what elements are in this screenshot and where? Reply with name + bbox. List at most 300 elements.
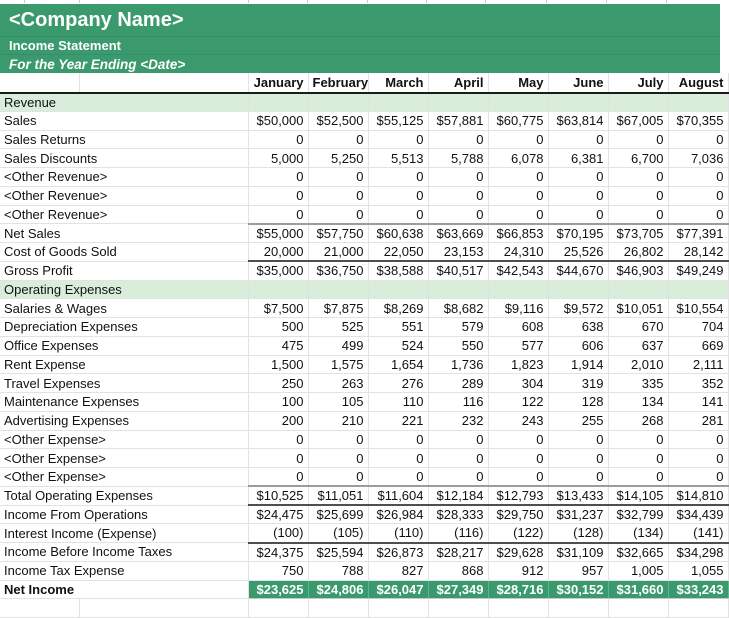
cell[interactable]: 0 <box>548 449 608 468</box>
cell[interactable]: 21,000 <box>308 243 368 262</box>
cell[interactable]: 0 <box>428 430 488 449</box>
cell[interactable]: 0 <box>608 430 668 449</box>
cell[interactable]: 0 <box>488 130 548 149</box>
row-label[interactable]: <Other Expense> <box>0 430 248 449</box>
row-label[interactable]: <Other Revenue> <box>0 186 248 205</box>
empty-cell[interactable] <box>608 599 668 618</box>
cell[interactable]: 335 <box>608 374 668 393</box>
empty-cell[interactable] <box>428 599 488 618</box>
cell[interactable] <box>488 93 548 112</box>
cell[interactable] <box>428 93 488 112</box>
cell[interactable]: 26,802 <box>608 243 668 262</box>
cell[interactable]: $11,051 <box>308 486 368 505</box>
cell[interactable]: $24,806 <box>308 580 368 599</box>
cell[interactable]: 0 <box>548 186 608 205</box>
row-label[interactable]: Interest Income (Expense) <box>0 524 248 543</box>
empty-header-cell[interactable] <box>79 73 248 93</box>
cell[interactable]: 304 <box>488 374 548 393</box>
cell[interactable] <box>308 93 368 112</box>
row-label[interactable]: Total Operating Expenses <box>0 486 248 505</box>
cell[interactable]: 0 <box>488 186 548 205</box>
empty-cell[interactable] <box>248 599 308 618</box>
cell[interactable]: 0 <box>368 430 428 449</box>
cell[interactable]: $70,355 <box>668 111 728 130</box>
cell[interactable]: 1,005 <box>608 561 668 580</box>
cell[interactable]: 0 <box>668 449 728 468</box>
cell[interactable]: $26,984 <box>368 505 428 524</box>
table-row <box>0 580 728 599</box>
table-row <box>0 299 728 318</box>
cell[interactable]: $60,775 <box>488 111 548 130</box>
cell[interactable]: 0 <box>608 449 668 468</box>
cell[interactable]: 0 <box>548 130 608 149</box>
month-header-row <box>0 73 728 93</box>
empty-cell[interactable] <box>79 599 248 618</box>
cell[interactable]: 289 <box>428 374 488 393</box>
table-row <box>0 336 728 355</box>
cell[interactable]: 499 <box>308 336 368 355</box>
cell[interactable]: 0 <box>428 168 488 187</box>
cell[interactable]: 1,500 <box>248 355 308 374</box>
cell[interactable]: $28,217 <box>428 543 488 562</box>
table-row <box>0 280 728 299</box>
cell[interactable]: $32,799 <box>608 505 668 524</box>
cell[interactable] <box>608 280 668 299</box>
empty-cell[interactable] <box>548 599 608 618</box>
column-gridline-tick <box>606 0 607 3</box>
cell[interactable]: 0 <box>368 186 428 205</box>
row-label[interactable]: Income From Operations <box>0 505 248 524</box>
cell[interactable]: 0 <box>608 468 668 487</box>
row-label[interactable]: <Other Expense> <box>0 468 248 487</box>
table-row <box>0 355 728 374</box>
cell[interactable]: 0 <box>368 130 428 149</box>
cell[interactable]: $11,604 <box>368 486 428 505</box>
cell[interactable]: $31,237 <box>548 505 608 524</box>
table-row <box>0 543 728 562</box>
row-label[interactable]: Maintenance Expenses <box>0 393 248 412</box>
cell[interactable] <box>368 93 428 112</box>
cell[interactable] <box>548 93 608 112</box>
cell[interactable]: 0 <box>368 168 428 187</box>
cell[interactable]: 0 <box>428 468 488 487</box>
cell[interactable]: 276 <box>368 374 428 393</box>
table-row <box>0 130 728 149</box>
cell[interactable] <box>668 93 728 112</box>
cell[interactable]: 1,575 <box>308 355 368 374</box>
column-gridline-tick <box>24 0 25 3</box>
cell[interactable]: 1,736 <box>428 355 488 374</box>
cell[interactable]: 1,914 <box>548 355 608 374</box>
cell[interactable]: 0 <box>308 205 368 224</box>
month-header-july[interactable]: July <box>608 73 668 93</box>
cell[interactable]: $10,051 <box>608 299 668 318</box>
cell[interactable]: 105 <box>308 393 368 412</box>
cell[interactable]: 0 <box>548 430 608 449</box>
cell[interactable]: 0 <box>308 186 368 205</box>
cell[interactable]: $26,873 <box>368 543 428 562</box>
cell[interactable]: $27,349 <box>428 580 488 599</box>
month-header-august[interactable]: August <box>668 73 728 93</box>
cell[interactable]: $32,665 <box>608 543 668 562</box>
cell[interactable]: 5,250 <box>308 149 368 168</box>
cell[interactable]: $52,500 <box>308 111 368 130</box>
table-row <box>0 149 728 168</box>
cell[interactable]: 25,526 <box>548 243 608 262</box>
month-header-march[interactable]: March <box>368 73 428 93</box>
cell[interactable]: $36,750 <box>308 261 368 280</box>
cell[interactable]: $38,588 <box>368 261 428 280</box>
cell[interactable]: $73,705 <box>608 224 668 243</box>
cell[interactable]: 606 <box>548 336 608 355</box>
cell[interactable]: $33,243 <box>668 580 728 599</box>
cell[interactable] <box>668 280 728 299</box>
cell[interactable]: $8,682 <box>428 299 488 318</box>
cell[interactable]: $70,195 <box>548 224 608 243</box>
row-label[interactable]: Sales Discounts <box>0 149 248 168</box>
cell[interactable]: 5,000 <box>248 149 308 168</box>
cell[interactable]: (116) <box>428 524 488 543</box>
table-row <box>0 186 728 205</box>
row-label[interactable]: Salaries & Wages <box>0 299 248 318</box>
row-label[interactable]: Rent Expense <box>0 355 248 374</box>
cell[interactable]: 0 <box>308 168 368 187</box>
cell[interactable]: (100) <box>248 524 308 543</box>
table-row <box>0 486 728 505</box>
column-gridline-tick <box>307 0 308 3</box>
cell[interactable]: $9,572 <box>548 299 608 318</box>
month-header-april[interactable]: April <box>428 73 488 93</box>
cell[interactable]: 0 <box>668 186 728 205</box>
cell[interactable]: 475 <box>248 336 308 355</box>
row-label[interactable]: <Other Revenue> <box>0 168 248 187</box>
cell[interactable]: 0 <box>308 468 368 487</box>
column-gridline-tick <box>367 0 368 3</box>
cell[interactable]: $25,594 <box>308 543 368 562</box>
cell[interactable]: 0 <box>248 186 308 205</box>
cell[interactable]: 0 <box>248 449 308 468</box>
cell[interactable]: 0 <box>428 449 488 468</box>
cell[interactable]: 0 <box>668 468 728 487</box>
cell[interactable]: $24,375 <box>248 543 308 562</box>
cell[interactable]: $24,475 <box>248 505 308 524</box>
cell[interactable]: 0 <box>668 168 728 187</box>
cell[interactable] <box>248 280 308 299</box>
cell[interactable]: 550 <box>428 336 488 355</box>
cell[interactable]: 524 <box>368 336 428 355</box>
cell[interactable]: $60,638 <box>368 224 428 243</box>
cell[interactable]: $13,433 <box>548 486 608 505</box>
cell[interactable]: 750 <box>248 561 308 580</box>
row-label[interactable]: Cost of Goods Sold <box>0 243 248 262</box>
empty-header-cell[interactable] <box>0 73 79 93</box>
cell[interactable]: 579 <box>428 318 488 337</box>
cell[interactable]: 551 <box>368 318 428 337</box>
month-header-may[interactable]: May <box>488 73 548 93</box>
cell[interactable]: 210 <box>308 411 368 430</box>
row-label[interactable]: Sales Returns <box>0 130 248 149</box>
cell[interactable]: $14,105 <box>608 486 668 505</box>
cell[interactable]: 0 <box>488 468 548 487</box>
column-gridline-tick <box>666 0 667 3</box>
cell[interactable]: $31,109 <box>548 543 608 562</box>
cell[interactable]: (141) <box>668 524 728 543</box>
cell[interactable]: 0 <box>248 130 308 149</box>
table-row <box>0 449 728 468</box>
cell[interactable]: 0 <box>488 205 548 224</box>
cell[interactable]: 0 <box>668 130 728 149</box>
cell[interactable]: 0 <box>368 205 428 224</box>
cell[interactable]: (122) <box>488 524 548 543</box>
cell[interactable]: 0 <box>548 168 608 187</box>
cell[interactable]: 0 <box>608 186 668 205</box>
cell[interactable] <box>308 280 368 299</box>
table-row <box>0 411 728 430</box>
cell[interactable]: 0 <box>428 130 488 149</box>
cell[interactable]: 20,000 <box>248 243 308 262</box>
row-label[interactable]: Operating Expenses <box>0 280 248 299</box>
cell[interactable]: (134) <box>608 524 668 543</box>
cell[interactable] <box>368 280 428 299</box>
cell[interactable]: 319 <box>548 374 608 393</box>
month-header-january[interactable]: January <box>248 73 308 93</box>
income-statement-table <box>0 73 729 618</box>
cell[interactable]: $42,543 <box>488 261 548 280</box>
row-label[interactable]: Office Expenses <box>0 336 248 355</box>
cell[interactable]: 5,513 <box>368 149 428 168</box>
cell[interactable]: 1,055 <box>668 561 728 580</box>
cell[interactable]: $63,669 <box>428 224 488 243</box>
cell[interactable]: 0 <box>248 205 308 224</box>
cell[interactable]: $14,810 <box>668 486 728 505</box>
cell[interactable]: $10,554 <box>668 299 728 318</box>
cell[interactable]: 500 <box>248 318 308 337</box>
table-row <box>0 505 728 524</box>
cell[interactable]: 6,700 <box>608 149 668 168</box>
cell[interactable]: $55,125 <box>368 111 428 130</box>
cell[interactable] <box>608 93 668 112</box>
table-row <box>0 243 728 262</box>
cell[interactable]: $67,005 <box>608 111 668 130</box>
cell[interactable]: 0 <box>308 449 368 468</box>
statement-title-cell[interactable]: Income Statement <box>0 37 720 55</box>
cell[interactable]: 243 <box>488 411 548 430</box>
cell[interactable]: 200 <box>248 411 308 430</box>
cell[interactable]: $30,152 <box>548 580 608 599</box>
cell[interactable]: 0 <box>368 449 428 468</box>
cell[interactable]: 0 <box>308 430 368 449</box>
cell[interactable]: $31,660 <box>608 580 668 599</box>
cell[interactable]: 0 <box>488 168 548 187</box>
cell[interactable]: $44,670 <box>548 261 608 280</box>
table-row <box>0 374 728 393</box>
cell[interactable]: $8,269 <box>368 299 428 318</box>
cell[interactable]: 0 <box>308 130 368 149</box>
cell[interactable]: 263 <box>308 374 368 393</box>
cell[interactable]: $29,628 <box>488 543 548 562</box>
row-label[interactable]: Sales <box>0 111 248 130</box>
cell[interactable]: 0 <box>488 430 548 449</box>
cell[interactable]: $10,525 <box>248 486 308 505</box>
cell[interactable]: $35,000 <box>248 261 308 280</box>
cell[interactable]: 23,153 <box>428 243 488 262</box>
cell[interactable]: 525 <box>308 318 368 337</box>
table-row <box>0 430 728 449</box>
cell[interactable]: $50,000 <box>248 111 308 130</box>
cell[interactable]: $7,875 <box>308 299 368 318</box>
month-header-february[interactable]: February <box>308 73 368 93</box>
cell[interactable]: $26,047 <box>368 580 428 599</box>
empty-cell[interactable] <box>668 599 728 618</box>
cell[interactable]: 0 <box>488 449 548 468</box>
table-row <box>0 524 728 543</box>
cell[interactable]: 0 <box>608 205 668 224</box>
cell[interactable]: 122 <box>488 393 548 412</box>
cell[interactable]: 128 <box>548 393 608 412</box>
title-banner <box>0 4 720 73</box>
cell[interactable]: 7,036 <box>668 149 728 168</box>
cell[interactable]: 827 <box>368 561 428 580</box>
cell[interactable]: 0 <box>668 205 728 224</box>
cell[interactable]: $63,814 <box>548 111 608 130</box>
cell[interactable]: 608 <box>488 318 548 337</box>
cell[interactable]: 0 <box>608 168 668 187</box>
cell[interactable]: $23,625 <box>248 580 308 599</box>
cell[interactable]: 0 <box>248 468 308 487</box>
cell[interactable]: 0 <box>248 430 308 449</box>
cell[interactable]: $34,298 <box>668 543 728 562</box>
cell[interactable]: $28,333 <box>428 505 488 524</box>
row-label[interactable]: Income Before Income Taxes <box>0 543 248 562</box>
cell[interactable]: 577 <box>488 336 548 355</box>
column-gridline-tick <box>485 0 486 3</box>
cell[interactable]: 24,310 <box>488 243 548 262</box>
cell[interactable]: 5,788 <box>428 149 488 168</box>
empty-cell[interactable] <box>368 599 428 618</box>
cell[interactable]: (105) <box>308 524 368 543</box>
cell[interactable]: 6,078 <box>488 149 548 168</box>
cell[interactable]: 22,050 <box>368 243 428 262</box>
cell[interactable]: 2,111 <box>668 355 728 374</box>
cell[interactable]: 638 <box>548 318 608 337</box>
cell[interactable]: 134 <box>608 393 668 412</box>
cell[interactable]: 0 <box>608 130 668 149</box>
cell[interactable]: 281 <box>668 411 728 430</box>
cell[interactable]: 232 <box>428 411 488 430</box>
table-row <box>0 168 728 187</box>
cell[interactable]: $55,000 <box>248 224 308 243</box>
row-label[interactable]: <Other Revenue> <box>0 205 248 224</box>
row-label[interactable]: Advertising Expenses <box>0 411 248 430</box>
month-header-june[interactable]: June <box>548 73 608 93</box>
row-label[interactable]: <Other Expense> <box>0 449 248 468</box>
cell[interactable]: (128) <box>548 524 608 543</box>
cell[interactable]: 100 <box>248 393 308 412</box>
cell[interactable] <box>548 280 608 299</box>
cell[interactable]: 352 <box>668 374 728 393</box>
cell[interactable]: 1,654 <box>368 355 428 374</box>
cell[interactable]: 221 <box>368 411 428 430</box>
cell[interactable]: 0 <box>368 468 428 487</box>
cell[interactable]: 110 <box>368 393 428 412</box>
cell[interactable]: 28,142 <box>668 243 728 262</box>
cell[interactable]: $57,750 <box>308 224 368 243</box>
table-row <box>0 111 728 130</box>
cell[interactable]: 0 <box>548 205 608 224</box>
cell[interactable]: 0 <box>548 468 608 487</box>
cell[interactable]: (110) <box>368 524 428 543</box>
cell[interactable]: $49,249 <box>668 261 728 280</box>
cell[interactable]: $34,439 <box>668 505 728 524</box>
table-row <box>0 205 728 224</box>
row-label[interactable]: Net Income <box>0 580 248 599</box>
cell[interactable]: 704 <box>668 318 728 337</box>
cell[interactable]: $28,716 <box>488 580 548 599</box>
cell[interactable]: $12,793 <box>488 486 548 505</box>
cell[interactable]: 669 <box>668 336 728 355</box>
cell[interactable]: 0 <box>668 430 728 449</box>
row-label[interactable]: Travel Expenses <box>0 374 248 393</box>
cell[interactable]: $46,903 <box>608 261 668 280</box>
cell[interactable]: 912 <box>488 561 548 580</box>
row-label[interactable]: Revenue <box>0 93 248 112</box>
row-label[interactable]: Depreciation Expenses <box>0 318 248 337</box>
cell[interactable]: $57,881 <box>428 111 488 130</box>
empty-cell[interactable] <box>488 599 548 618</box>
cell[interactable]: 957 <box>548 561 608 580</box>
cell[interactable]: 6,381 <box>548 149 608 168</box>
cell[interactable]: 2,010 <box>608 355 668 374</box>
cell[interactable] <box>248 93 308 112</box>
cell[interactable]: $29,750 <box>488 505 548 524</box>
gridline-ticks-strip <box>0 0 720 4</box>
cell[interactable]: $25,699 <box>308 505 368 524</box>
cell[interactable]: 788 <box>308 561 368 580</box>
cell[interactable]: 255 <box>548 411 608 430</box>
cell[interactable]: 670 <box>608 318 668 337</box>
cell[interactable]: 0 <box>428 186 488 205</box>
cell[interactable]: 0 <box>428 205 488 224</box>
empty-cell[interactable] <box>308 599 368 618</box>
row-label[interactable]: Net Sales <box>0 224 248 243</box>
cell[interactable]: 868 <box>428 561 488 580</box>
table-row <box>0 561 728 580</box>
cell[interactable]: $12,184 <box>428 486 488 505</box>
cell[interactable] <box>488 280 548 299</box>
row-label[interactable]: Gross Profit <box>0 261 248 280</box>
table-row <box>0 93 728 112</box>
period-line-cell[interactable]: For the Year Ending <Date> <box>9 57 186 72</box>
column-gridline-tick <box>248 0 249 3</box>
company-name-cell[interactable]: <Company Name> <box>0 4 720 37</box>
cell[interactable]: 0 <box>248 168 308 187</box>
cell[interactable]: 141 <box>668 393 728 412</box>
cell[interactable]: $66,853 <box>488 224 548 243</box>
cell[interactable]: $77,391 <box>668 224 728 243</box>
cell[interactable]: $9,116 <box>488 299 548 318</box>
column-gridline-tick <box>79 0 80 3</box>
row-label[interactable]: Income Tax Expense <box>0 561 248 580</box>
cell[interactable]: $7,500 <box>248 299 308 318</box>
cell[interactable]: 268 <box>608 411 668 430</box>
empty-cell[interactable] <box>0 599 79 618</box>
cell[interactable]: 250 <box>248 374 308 393</box>
cell[interactable]: 116 <box>428 393 488 412</box>
cell[interactable]: 1,823 <box>488 355 548 374</box>
cell[interactable] <box>428 280 488 299</box>
cell[interactable]: 637 <box>608 336 668 355</box>
cell[interactable]: $40,517 <box>428 261 488 280</box>
